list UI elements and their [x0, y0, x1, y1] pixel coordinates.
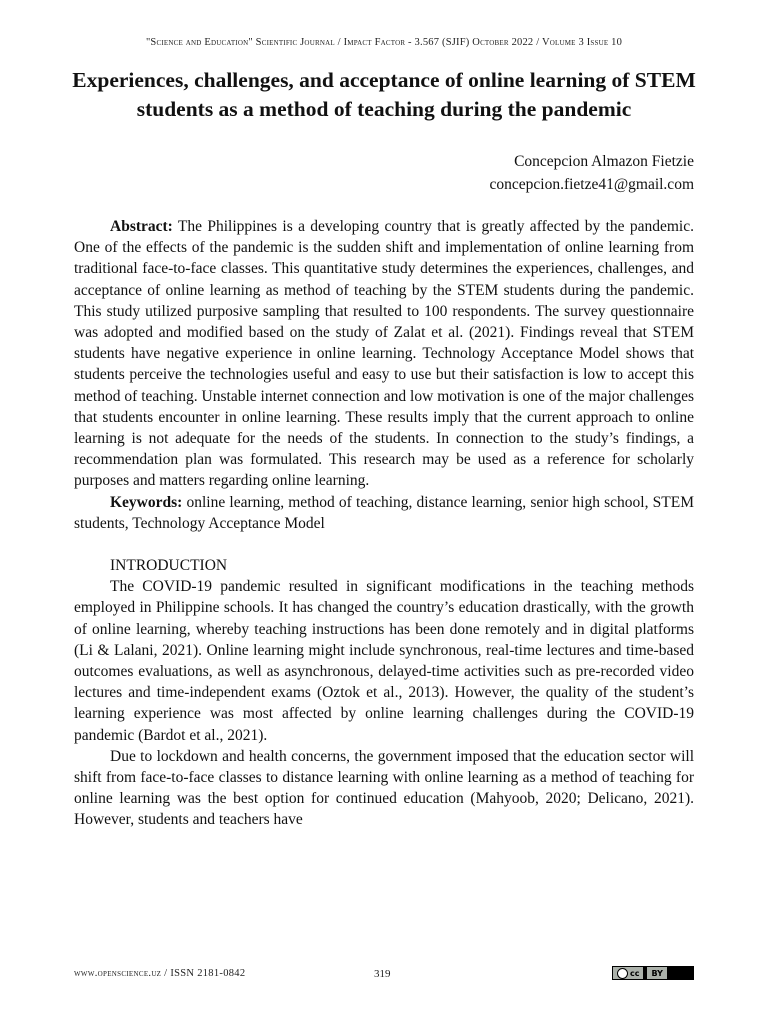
- article-title: Experiences, challenges, and acceptance of online learning of STEM students as a method of teaching during the pandemic: [72, 68, 696, 121]
- by-label: BY: [647, 967, 666, 979]
- cc-by-license-badge[interactable]: [612, 966, 694, 980]
- keywords-label: Keywords:: [110, 493, 183, 511]
- intro-paragraph-2: Due to lockdown and health concerns, the government imposed that the education sector will shift from face-to-face classes to distance learning with online learning as a method of teaching for online learning was the best option for continued education (Mahyoob, 2020; Delicano, 2021). However, students and teachers have: [74, 747, 694, 829]
- author-block: [490, 150, 695, 196]
- article-body: [74, 216, 694, 831]
- running-header: "Science and Education" Scientific Journal / Impact Factor - 3.567 (SJIF) October 2022 / Volume 3 Issue 10: [145, 37, 623, 48]
- abstract-paragraph: [74, 216, 694, 492]
- author-email[interactable]: concepcion.fietze41@gmail.com: [489, 176, 694, 193]
- intro-paragraph-1: The COVID-19 pandemic resulted in significant modifications in the teaching methods employed in Philippine schools. It has changed the country’s education drastically, with the growth of online learning, whereby teaching instructions has been done remotely and in digital platforms (Li & Lalani, 2021). Online learning might include synchronous, real-time lectures and time-based outcomes evaluations, as well as asynchronous, delayed-time activities such as pre-recorded video lectures and time-independent exams (Oztok et al., 2013). However, the quality of the student’s learning experience was most affected by online learning challenges during the COVID-19 pandemic (Bardot et al., 2021).: [74, 578, 694, 744]
- page-number: 319: [374, 968, 391, 980]
- keywords-text: online learning, method of teaching, distance learning, senior high school, STEM students, Technology Acceptance Model: [74, 493, 694, 532]
- page-footer: [74, 966, 694, 986]
- author-name: Concepcion Almazon Fietzie: [514, 153, 694, 170]
- cc-logo: [613, 967, 644, 979]
- cc-label: cc: [630, 968, 640, 978]
- footer-website-issn[interactable]: www.openscience.uz / ISSN 2181-0842: [74, 968, 246, 979]
- keywords-paragraph: [74, 492, 694, 534]
- abstract-label: Abstract:: [110, 218, 173, 235]
- section-gap: [74, 534, 694, 555]
- abstract-text: The Philippines is a developing country that is greatly affected by the pandemic. One of the effects of the pandemic is the sudden shift and implementation of online learning from traditional face-to-face classes. This quantitative study determines the experiences, challenges, and acceptance of online learning as method of teaching by the STEM students during the pandemic. This study utilized purposive sampling that resulted to 100 respondents. The survey questionnaire was adopted and modified based on the study of Zalat et al. (2021). Findings reveal that STEM students have negative experience in online learning. Technology Acceptance Model shows that students perceive the technologies useful and easy to use but their satisfaction is low to accept this method of teaching. Unstable internet connection and low motivation is one of the major challenges that students encounter in online learning. These results imply that the current approach to online learning is not adequate for the needs of the students. In connection to the study’s findings, a recommendation plan was formulated. This research may be used as a reference for scholarly purposes and matters regarding online learning.: [74, 218, 694, 490]
- intro-heading: INTRODUCTION: [110, 557, 228, 575]
- cc-circle-icon: [617, 968, 628, 979]
